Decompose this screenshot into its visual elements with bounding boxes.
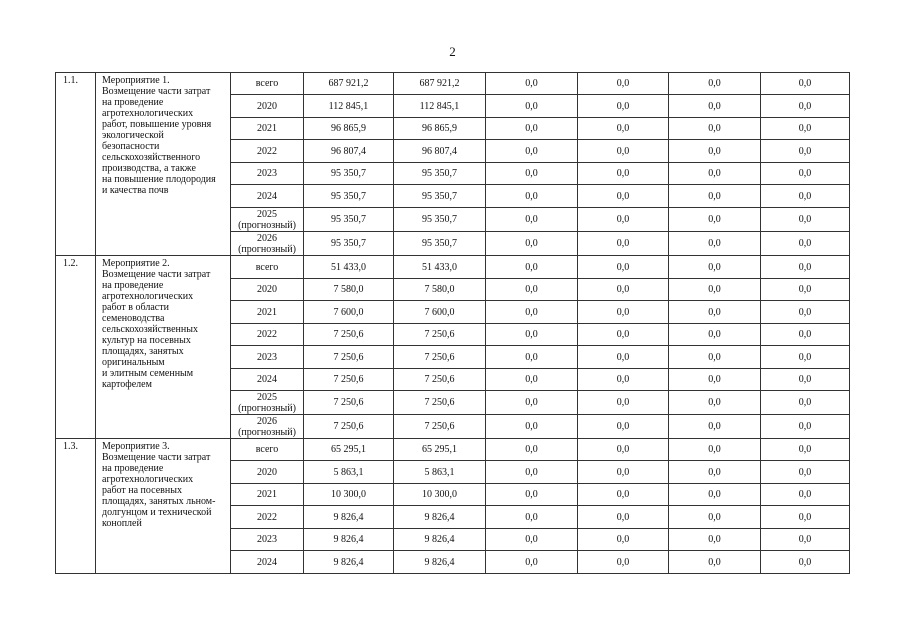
value-cell: 0,0: [669, 461, 761, 484]
value-cell: 0,0: [578, 551, 669, 574]
value-cell: 0,0: [578, 391, 669, 415]
year-cell: 2026 (прогнозный): [231, 415, 304, 439]
value-cell: 0,0: [669, 73, 761, 95]
value-cell: 7 600,0: [394, 301, 486, 324]
value-cell: 0,0: [578, 256, 669, 279]
value-cell: 65 295,1: [394, 439, 486, 461]
value-cell: 0,0: [578, 529, 669, 551]
year-cell: всего: [231, 73, 304, 95]
value-cell: 0,0: [669, 256, 761, 279]
year-cell: 2020: [231, 461, 304, 484]
value-cell: 0,0: [761, 415, 850, 439]
year-cell: 2020: [231, 279, 304, 301]
value-cell: 51 433,0: [304, 256, 394, 279]
value-cell: 7 250,6: [304, 369, 394, 391]
value-cell: 96 865,9: [304, 118, 394, 140]
value-cell: 0,0: [578, 185, 669, 208]
value-cell: 0,0: [578, 415, 669, 439]
value-cell: 0,0: [761, 506, 850, 529]
value-cell: 9 826,4: [304, 506, 394, 529]
value-cell: 5 863,1: [304, 461, 394, 484]
value-cell: 7 250,6: [304, 415, 394, 439]
value-cell: 7 250,6: [394, 415, 486, 439]
value-cell: 687 921,2: [304, 73, 394, 95]
page-number: 2: [449, 44, 456, 59]
value-cell: 7 250,6: [304, 391, 394, 415]
value-cell: 95 350,7: [304, 185, 394, 208]
year-cell: 2025 (прогнозный): [231, 391, 304, 415]
value-cell: 0,0: [761, 256, 850, 279]
value-cell: 0,0: [486, 118, 578, 140]
value-cell: 65 295,1: [304, 439, 394, 461]
value-cell: 0,0: [578, 439, 669, 461]
value-cell: 0,0: [486, 208, 578, 232]
value-cell: 95 350,7: [394, 163, 486, 185]
value-cell: 0,0: [578, 279, 669, 301]
year-cell: 2024: [231, 369, 304, 391]
value-cell: 0,0: [761, 118, 850, 140]
value-cell: 0,0: [486, 73, 578, 95]
value-cell: 0,0: [486, 484, 578, 506]
section-name: Мероприятие 3. Возмещение части затрат на проведение агротехнологических работ на посевных площадях, занятых льном- долгунцом и технической коноплей: [96, 439, 231, 574]
value-cell: 9 826,4: [394, 506, 486, 529]
value-cell: 0,0: [761, 185, 850, 208]
value-cell: 0,0: [486, 551, 578, 574]
value-cell: 7 250,6: [394, 324, 486, 346]
value-cell: 0,0: [486, 439, 578, 461]
year-cell: 2026 (прогнозный): [231, 232, 304, 256]
value-cell: 0,0: [486, 506, 578, 529]
value-cell: 0,0: [578, 484, 669, 506]
value-cell: 0,0: [669, 324, 761, 346]
year-cell: 2023: [231, 163, 304, 185]
value-cell: 9 826,4: [304, 551, 394, 574]
value-cell: 7 250,6: [304, 324, 394, 346]
value-cell: 0,0: [578, 324, 669, 346]
value-cell: 0,0: [578, 301, 669, 324]
value-cell: 7 580,0: [394, 279, 486, 301]
section-number: 1.3.: [56, 439, 96, 574]
value-cell: 0,0: [669, 279, 761, 301]
value-cell: 9 826,4: [394, 551, 486, 574]
value-cell: 0,0: [761, 346, 850, 369]
value-cell: 0,0: [669, 208, 761, 232]
value-cell: 0,0: [669, 506, 761, 529]
value-cell: 0,0: [486, 232, 578, 256]
value-cell: 7 250,6: [304, 346, 394, 369]
value-cell: 10 300,0: [394, 484, 486, 506]
value-cell: 0,0: [578, 73, 669, 95]
value-cell: 0,0: [486, 391, 578, 415]
value-cell: 0,0: [578, 369, 669, 391]
value-cell: 0,0: [486, 256, 578, 279]
value-cell: 0,0: [761, 301, 850, 324]
year-cell: 2020: [231, 95, 304, 118]
value-cell: 0,0: [578, 163, 669, 185]
value-cell: 95 350,7: [304, 163, 394, 185]
value-cell: 0,0: [669, 415, 761, 439]
value-cell: 7 580,0: [304, 279, 394, 301]
value-cell: 0,0: [669, 185, 761, 208]
value-cell: 0,0: [669, 369, 761, 391]
value-cell: 0,0: [669, 118, 761, 140]
value-cell: 0,0: [761, 439, 850, 461]
year-cell: всего: [231, 256, 304, 279]
table-row: [56, 73, 850, 95]
year-cell: 2023: [231, 529, 304, 551]
value-cell: 0,0: [669, 163, 761, 185]
value-cell: 7 250,6: [394, 391, 486, 415]
value-cell: 0,0: [669, 439, 761, 461]
value-cell: 0,0: [761, 391, 850, 415]
value-cell: 95 350,7: [394, 232, 486, 256]
year-cell: 2023: [231, 346, 304, 369]
value-cell: 0,0: [761, 73, 850, 95]
value-cell: 95 350,7: [394, 185, 486, 208]
value-cell: 7 250,6: [394, 346, 486, 369]
value-cell: 0,0: [578, 506, 669, 529]
value-cell: 0,0: [486, 301, 578, 324]
value-cell: 0,0: [578, 118, 669, 140]
value-cell: 0,0: [486, 163, 578, 185]
value-cell: 0,0: [486, 529, 578, 551]
value-cell: 0,0: [669, 551, 761, 574]
year-cell: 2021: [231, 484, 304, 506]
value-cell: 95 350,7: [304, 208, 394, 232]
value-cell: 0,0: [486, 279, 578, 301]
value-cell: 0,0: [669, 484, 761, 506]
value-cell: 7 600,0: [304, 301, 394, 324]
value-cell: 0,0: [486, 415, 578, 439]
value-cell: 0,0: [761, 140, 850, 163]
value-cell: 10 300,0: [304, 484, 394, 506]
value-cell: 0,0: [669, 301, 761, 324]
value-cell: 0,0: [486, 324, 578, 346]
value-cell: 0,0: [486, 369, 578, 391]
value-cell: 96 807,4: [304, 140, 394, 163]
value-cell: 0,0: [761, 551, 850, 574]
value-cell: 0,0: [578, 461, 669, 484]
value-cell: 0,0: [578, 95, 669, 118]
budget-table: [55, 72, 850, 574]
value-cell: 0,0: [669, 529, 761, 551]
value-cell: 112 845,1: [394, 95, 486, 118]
value-cell: 0,0: [761, 279, 850, 301]
value-cell: 0,0: [761, 95, 850, 118]
value-cell: 7 250,6: [394, 369, 486, 391]
value-cell: 0,0: [578, 232, 669, 256]
value-cell: 0,0: [761, 484, 850, 506]
value-cell: 96 807,4: [394, 140, 486, 163]
year-cell: 2022: [231, 506, 304, 529]
value-cell: 95 350,7: [394, 208, 486, 232]
section-name: Мероприятие 1. Возмещение части затрат на проведение агротехнологических работ, повышение уровня экологической безопасности сельскохозяйственного производства, а также на повышение плодородия и качества почв: [96, 73, 231, 256]
value-cell: 687 921,2: [394, 73, 486, 95]
value-cell: 5 863,1: [394, 461, 486, 484]
value-cell: 0,0: [486, 461, 578, 484]
value-cell: 0,0: [669, 95, 761, 118]
year-cell: 2024: [231, 551, 304, 574]
table-body: [56, 73, 850, 574]
value-cell: 0,0: [669, 232, 761, 256]
value-cell: 0,0: [578, 140, 669, 163]
value-cell: 112 845,1: [304, 95, 394, 118]
section-number: 1.1.: [56, 73, 96, 256]
value-cell: 0,0: [486, 185, 578, 208]
value-cell: 96 865,9: [394, 118, 486, 140]
value-cell: 9 826,4: [304, 529, 394, 551]
year-cell: всего: [231, 439, 304, 461]
section-name: Мероприятие 2. Возмещение части затрат на проведение агротехнологических работ в области семеноводства сельскохозяйственных культур на посевных площадях, занятых оригинальным и элитным семенным картофелем: [96, 256, 231, 439]
value-cell: 0,0: [761, 208, 850, 232]
value-cell: 0,0: [578, 346, 669, 369]
year-cell: 2022: [231, 140, 304, 163]
value-cell: 0,0: [486, 140, 578, 163]
year-cell: 2024: [231, 185, 304, 208]
value-cell: 0,0: [761, 529, 850, 551]
section-number: 1.2.: [56, 256, 96, 439]
value-cell: 0,0: [761, 461, 850, 484]
value-cell: 0,0: [761, 369, 850, 391]
table-row: [56, 439, 850, 461]
table-row: [56, 256, 850, 279]
value-cell: 0,0: [578, 208, 669, 232]
value-cell: 0,0: [486, 346, 578, 369]
year-cell: 2022: [231, 324, 304, 346]
value-cell: 0,0: [669, 391, 761, 415]
year-cell: 2021: [231, 118, 304, 140]
year-cell: 2025 (прогнозный): [231, 208, 304, 232]
value-cell: 9 826,4: [394, 529, 486, 551]
value-cell: 0,0: [669, 346, 761, 369]
value-cell: 0,0: [761, 324, 850, 346]
value-cell: 51 433,0: [394, 256, 486, 279]
value-cell: 0,0: [486, 95, 578, 118]
value-cell: 0,0: [761, 232, 850, 256]
value-cell: 95 350,7: [304, 232, 394, 256]
value-cell: 0,0: [761, 163, 850, 185]
year-cell: 2021: [231, 301, 304, 324]
value-cell: 0,0: [669, 140, 761, 163]
